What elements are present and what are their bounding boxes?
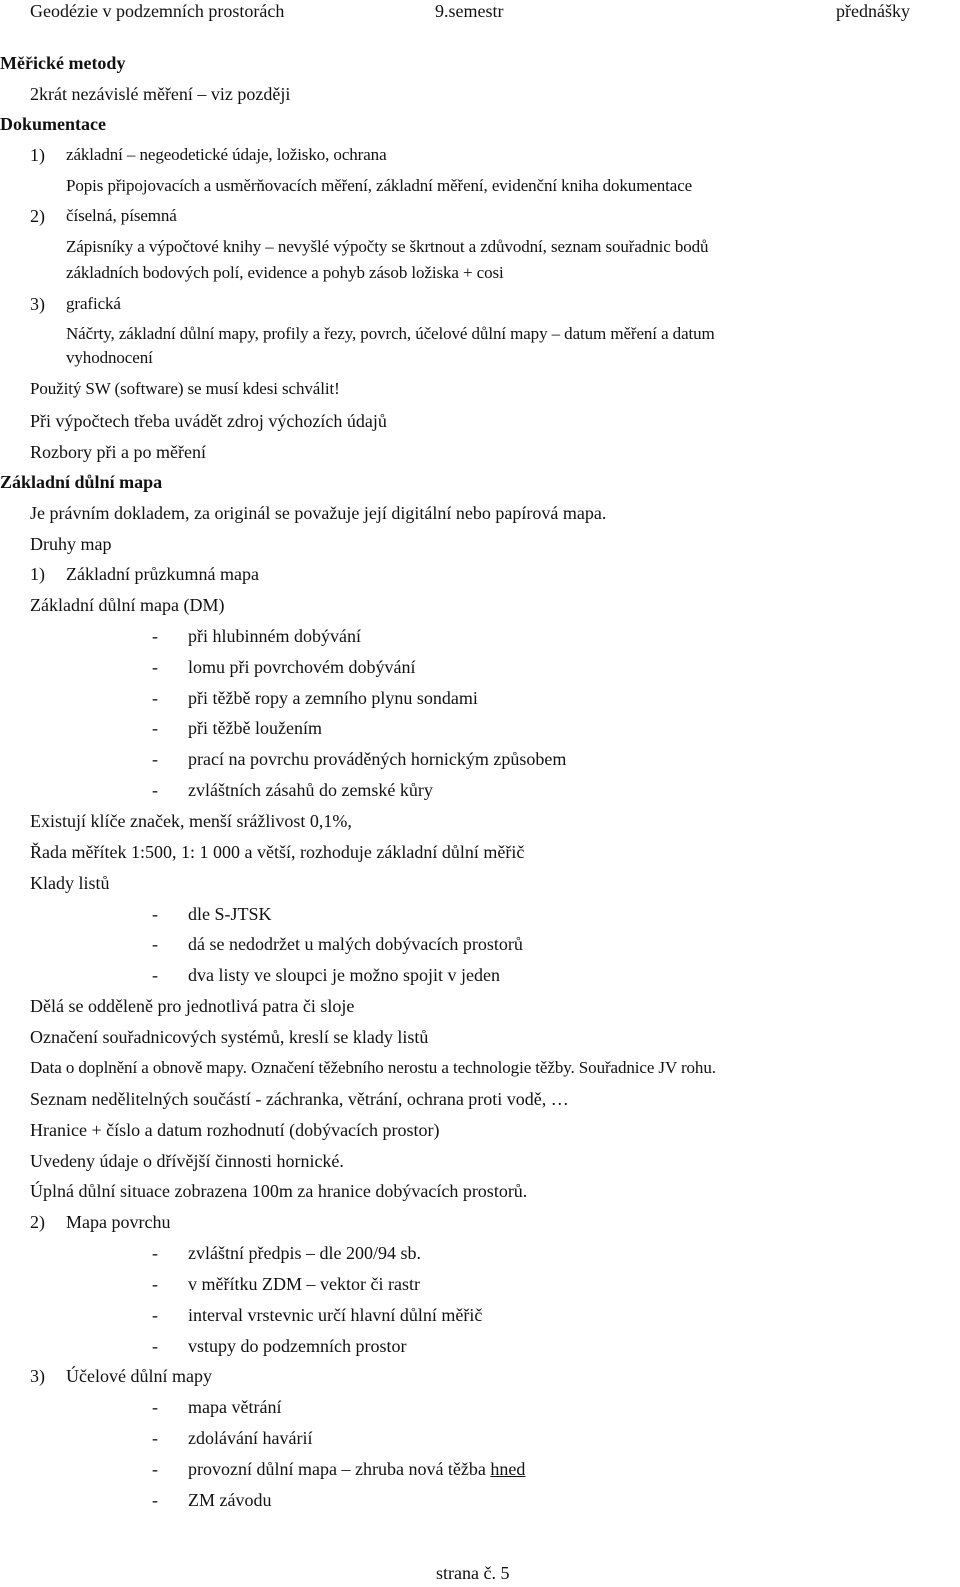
- list-number: 2): [30, 1212, 45, 1232]
- paragraph: Existují klíče značek, menší srážlivost 0,1%,: [30, 811, 352, 831]
- paragraph: Použitý SW (software) se musí kdesi schválit!: [30, 379, 340, 398]
- list-item-text: zvláštních zásahů do zemské kůry: [188, 780, 433, 800]
- paragraph: vyhodnocení: [66, 348, 153, 367]
- list-item: Mapa povrchu: [66, 1212, 171, 1232]
- heading-zakladni-dulni-mapa: Základní důlní mapa: [0, 472, 163, 492]
- list-number: 2): [30, 206, 45, 226]
- list-item-text: při těžbě ropy a zemního plynu sondami: [188, 688, 478, 708]
- list-item-text: v měřítku ZDM – vektor či rastr: [188, 1274, 420, 1294]
- bullet-dash: -: [152, 1428, 158, 1448]
- list-item: Základní průzkumná mapa: [66, 564, 259, 584]
- list-item-text: při těžbě loužením: [188, 718, 322, 738]
- bullet-dash: -: [152, 1305, 158, 1325]
- bullet-dash: -: [152, 1336, 158, 1356]
- bullet-dash: -: [152, 1490, 158, 1510]
- bullet-dash: -: [152, 1459, 158, 1479]
- bullet-dash: -: [152, 657, 158, 677]
- paragraph: Úplná důlní situace zobrazena 100m za hranice dobývacích prostorů.: [30, 1181, 528, 1201]
- bullet-dash: -: [152, 780, 158, 800]
- bullet-dash: -: [152, 1274, 158, 1294]
- list-item-text: při hlubinném dobývání: [188, 626, 361, 646]
- underlined-word: hned: [490, 1459, 526, 1479]
- paragraph: Základní důlní mapa (DM): [30, 595, 225, 615]
- paragraph: Náčrty, základní důlní mapy, profily a řezy, povrch, účelové důlní mapy – datum měření a datum: [66, 324, 715, 343]
- list-item-text: dle S-JTSK: [188, 904, 272, 924]
- paragraph: Druhy map: [30, 534, 112, 554]
- list-item-text: ZM závodu: [188, 1490, 272, 1510]
- bullet-dash: -: [152, 1243, 158, 1263]
- list-item: základní – negeodetické údaje, ložisko, ochrana: [66, 145, 387, 164]
- heading-dokumentace: Dokumentace: [0, 114, 106, 134]
- bullet-dash: -: [152, 904, 158, 924]
- bullet-dash: -: [152, 749, 158, 769]
- list-item-text: dá se nedodržet u malých dobývacích prostorů: [188, 934, 523, 954]
- bullet-dash: -: [152, 718, 158, 738]
- paragraph: základních bodových polí, evidence a pohyb zásob ložiska + cosi: [66, 263, 504, 282]
- bullet-dash: -: [152, 1397, 158, 1417]
- list-item: číselná, písemná: [66, 206, 177, 225]
- list-number: 3): [30, 1366, 45, 1386]
- paragraph: Rozbory při a po měření: [30, 442, 206, 462]
- list-item-text: vstupy do podzemních prostor: [188, 1336, 407, 1356]
- paragraph: 2krát nezávislé měření – viz později: [30, 84, 291, 104]
- paragraph: Je právním dokladem, za originál se považuje její digitální nebo papírová mapa.: [30, 503, 607, 523]
- list-item: Účelové důlní mapy: [66, 1366, 212, 1386]
- paragraph: Při výpočtech třeba uvádět zdroj výchozích údajů: [30, 411, 387, 431]
- header-section: přednášky: [836, 1, 910, 21]
- list-number: 3): [30, 294, 45, 314]
- list-item-text: prací na povrchu prováděných hornickým způsobem: [188, 749, 567, 769]
- header-semester: 9.semestr: [435, 1, 504, 21]
- list-item-text: zvláštní předpis – dle 200/94 sb.: [188, 1243, 421, 1263]
- paragraph: Dělá se odděleně pro jednotlivá patra či sloje: [30, 996, 355, 1016]
- list-number: 1): [30, 564, 45, 584]
- heading-mericke-metody: Měřické metody: [0, 53, 126, 73]
- paragraph: Klady listů: [30, 873, 110, 893]
- list-item: grafická: [66, 294, 121, 313]
- header-course-title: Geodézie v podzemních prostorách: [30, 1, 285, 21]
- list-number: 1): [30, 145, 45, 165]
- list-item-text: interval vrstevnic určí hlavní důlní měřič: [188, 1305, 483, 1325]
- paragraph: Zápisníky a výpočtové knihy – nevyšlé výpočty se škrtnout a zdůvodní, seznam souřadnic bodů: [66, 237, 709, 256]
- paragraph: Seznam nedělitelných součástí - záchranka, větrání, ochrana proti vodě, …: [30, 1089, 569, 1109]
- list-item-text: zdolávání havárií: [188, 1428, 313, 1448]
- paragraph: Řada měřítek 1:500, 1: 1 000 a větší, rozhoduje základní důlní měřič: [30, 842, 525, 862]
- paragraph: Popis připojovacích a usměrňovacích měření, základní měření, evidenční kniha dokumentace: [66, 176, 693, 195]
- paragraph: Hranice + číslo a datum rozhodnutí (dobývacích prostor): [30, 1120, 440, 1140]
- page-number: strana č. 5: [436, 1563, 510, 1583]
- list-item-text: mapa větrání: [188, 1397, 282, 1417]
- paragraph: Data o doplnění a obnově mapy. Označení těžebního nerostu a technologie těžby. Souřadnice JV rohu.: [30, 1058, 716, 1077]
- bullet-dash: -: [152, 626, 158, 646]
- bullet-dash: -: [152, 934, 158, 954]
- paragraph: Označení souřadnicových systémů, kreslí se klady listů: [30, 1027, 429, 1047]
- list-item-text: lomu při povrchovém dobývání: [188, 657, 416, 677]
- bullet-dash: -: [152, 688, 158, 708]
- bullet-dash: -: [152, 965, 158, 985]
- list-item-text: [188, 1458, 525, 1480]
- list-item-text: dva listy ve sloupci je možno spojit v jeden: [188, 965, 500, 985]
- list-item-text-main: provozní důlní mapa – zhruba nová těžba: [188, 1459, 486, 1479]
- paragraph: Uvedeny údaje o dřívější činnosti hornické.: [30, 1151, 344, 1171]
